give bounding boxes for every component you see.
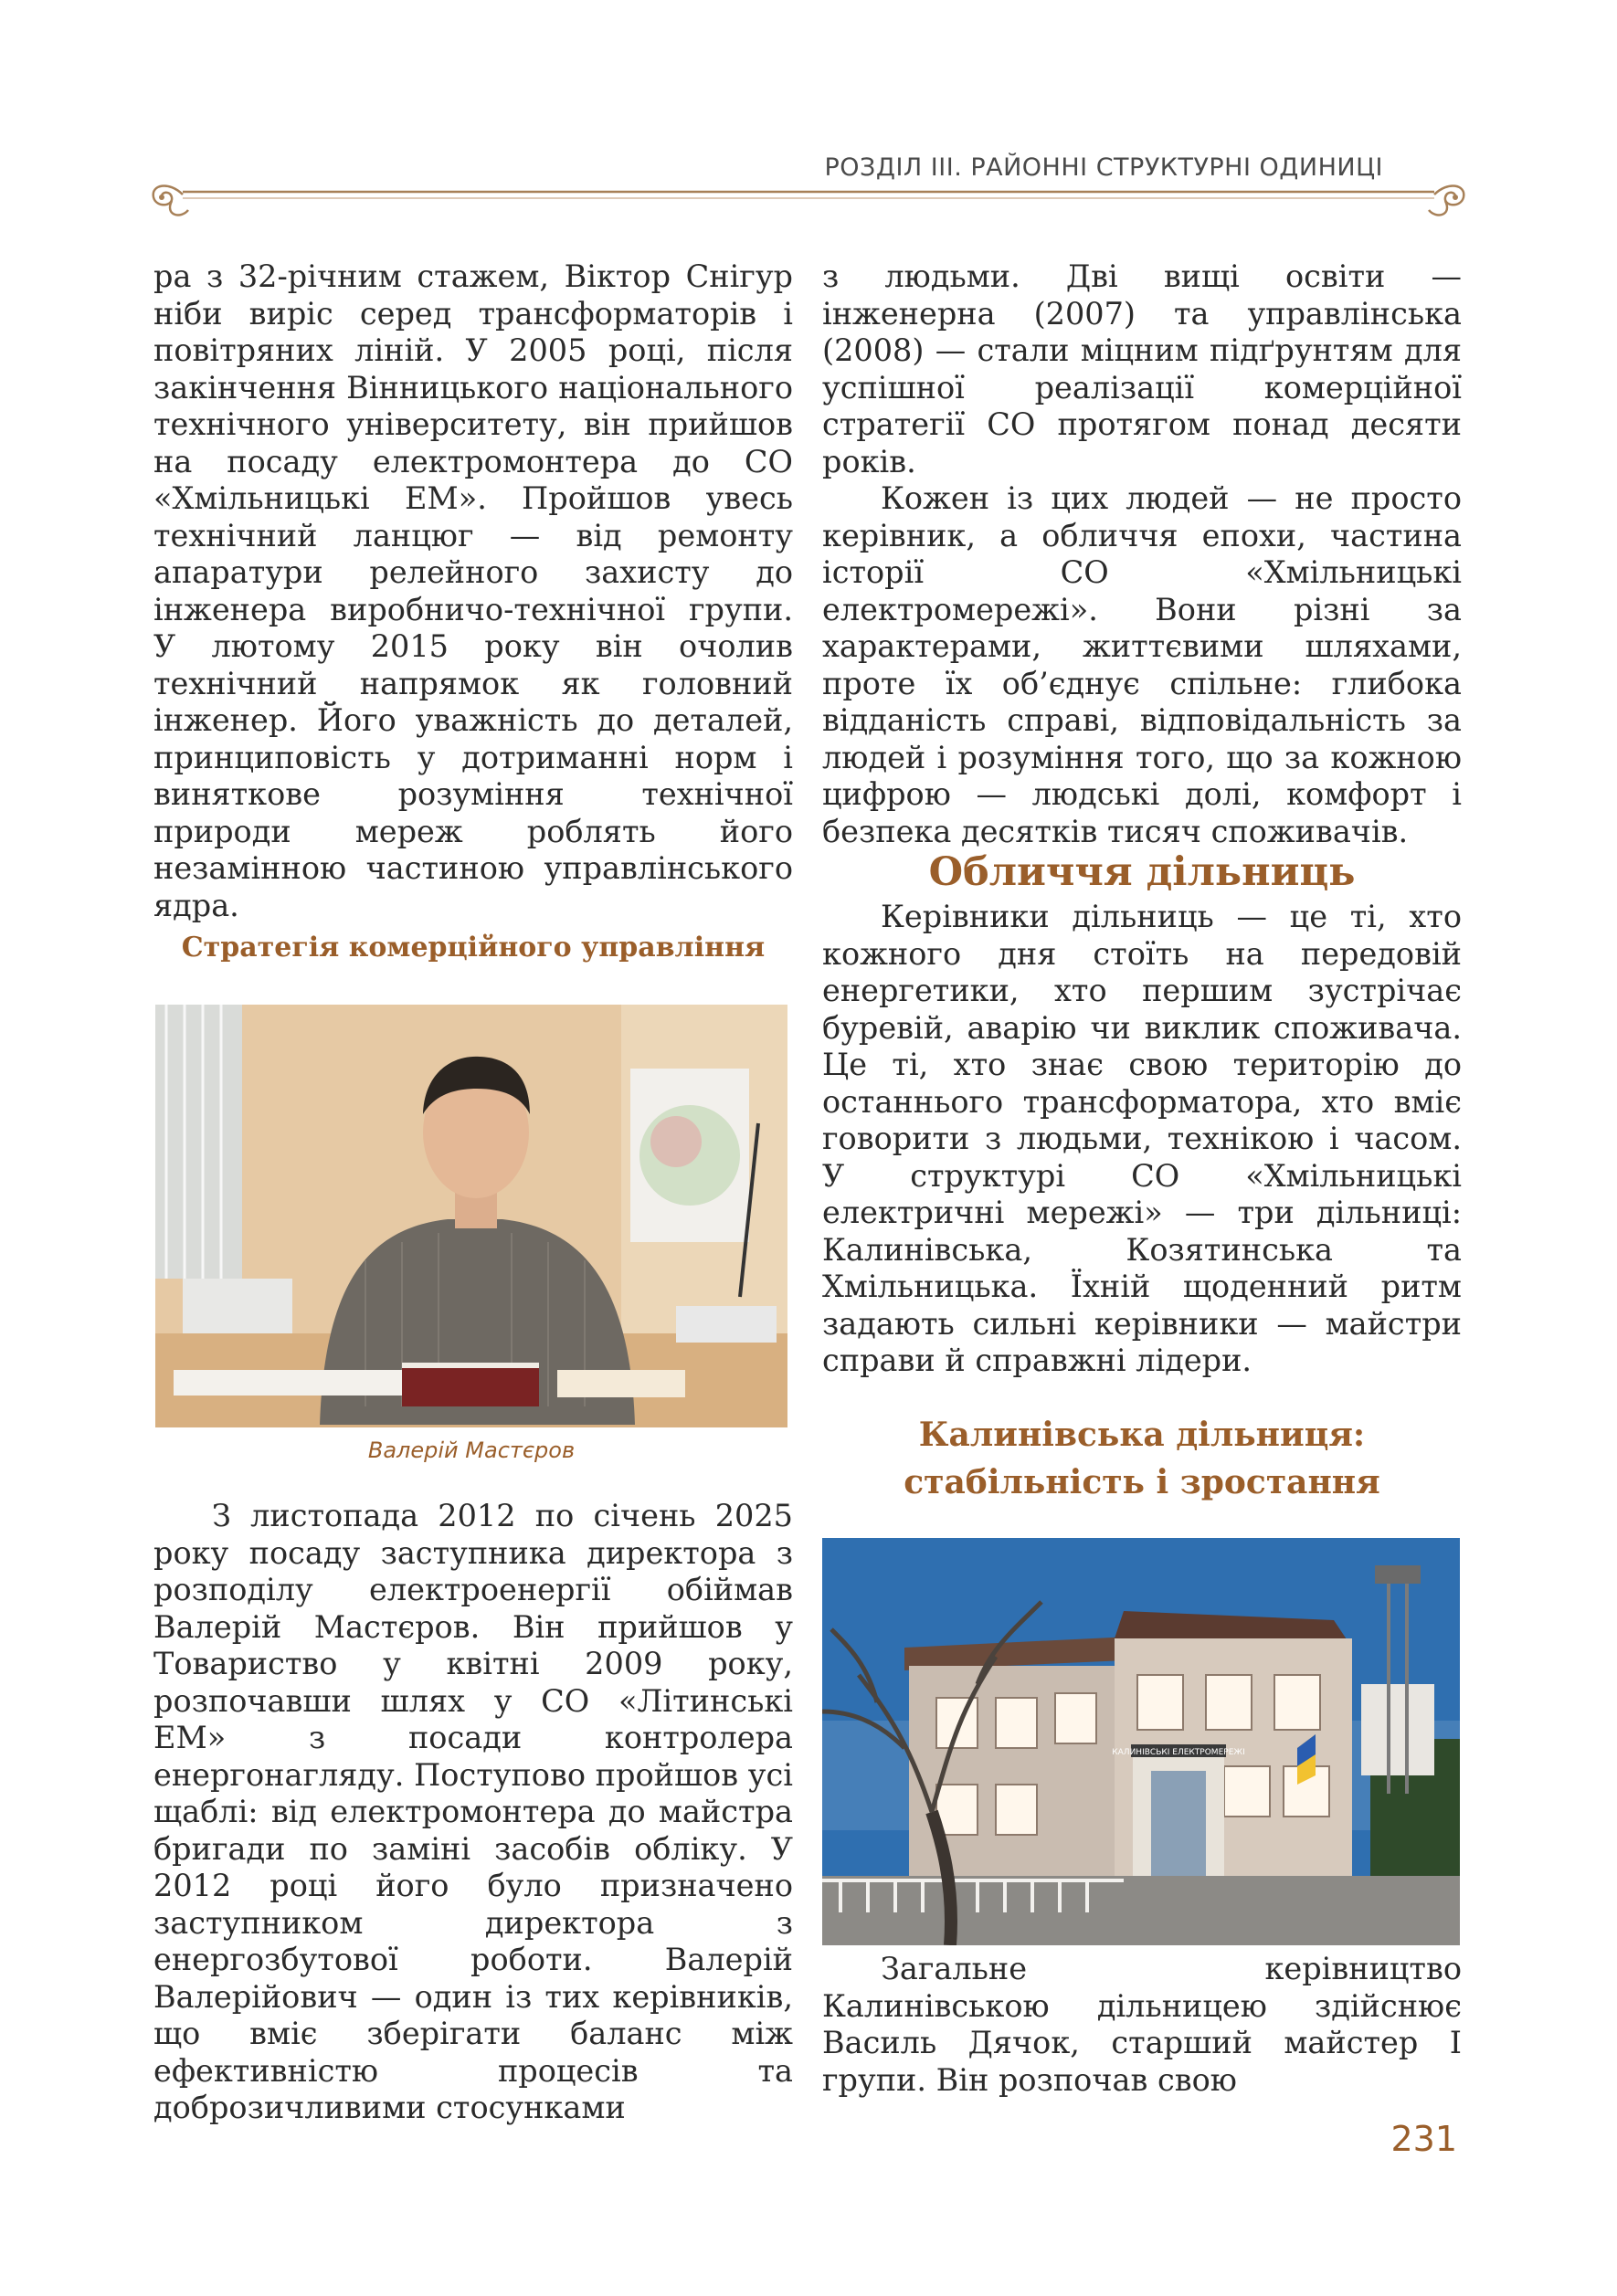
building-sign: КАЛИНІВСЬКІ ЕЛЕКТРОМЕРЕЖІ: [1112, 1748, 1245, 1757]
paragraph: Кожен із цих людей — не просто керівник, а обличчя епохи, частина історії СО «Хмільницькі електромережі». Вони різні за характерами, життєвими шляхами, проте їх об’єднує спільне: глибока відданість справі, відповідальність за людей і розуміння того, що за кожною цифрою — людські долі, комфорт і безпека десятків тисяч споживачів.: [822, 480, 1462, 849]
paragraph: Керівники дільниць — це ті, хто кожного дня стоїть на передовій енергетики, хто першим зустрічає буревій, аварію чи виклик споживача. Це ті, хто знає свою територію до останнього трансформатора, хто вміє говорити з людьми, технікою і часом. У структурі СО «Хмільницькі електричні мережі» — три дільниці: Калинівська, Козятинська та Хмільницька. Їхній щоденний ритм задають сильні керівники — майстри справи й справжні лідери.: [822, 899, 1462, 1378]
paragraph: з людьми. Дві вищі освіти — інженерна (2007) та управлінська (2008) — стали міцним підґрунтям для успішної реалізації комерційної стратегії СО протягом понад десяти років.: [822, 258, 1462, 479]
photo-caption: Валерій Мастєров: [367, 1438, 576, 1463]
heading-district-faces: Обличчя дільниць: [928, 849, 1356, 895]
subheading-commercial-strategy: Стратегія комерційного управління: [181, 932, 766, 964]
right-column-top: [822, 258, 1462, 850]
paragraph: ра з 32-річним стажем, Віктор Снігур ніби виріс серед трансформаторів і повітряних ліній. У 2005 році, після закінчення Вінницького національного технічного університету, він прийшов на посаду електромонтера до СО «Хмільницькі ЕМ». Пройшов увесь технічний ланцюг — від ремонту апаратури релейного захисту до інженера виробничо-технічної групи. У лютому 2015 року він очолив технічний напрямок як головний інженер. Його уважність до деталей, принциповість у дотриманні норм і виняткове розуміння технічної природи мереж роблять його незамінною частиною управлінського ядра.: [153, 258, 793, 923]
paragraph: З листопада 2012 по січень 2025 року посаду заступника директора з розподілу електроенергії обіймав Валерій Мастєров. Він прийшов у Товариство у квітні 2009 року, розпочавши шлях у СО «Літинські ЕМ» з посади контролера енергонагляду. Поступово пройшов усі щаблі: від електромонтера до майстра бригади по заміні засобів обліку. У 2012 році його було призначено заступником директора з енергозбутової роботи. Валерій Валерійович — один із тих керівників, що вміє зберігати баланс між ефективністю процесів та доброзичливими стосунками: [153, 1498, 793, 2125]
left-column-bottom: [153, 1498, 793, 2127]
building-photo: [822, 1538, 1460, 1945]
header-ornament: [146, 174, 1471, 228]
page-number: 231: [1390, 2119, 1457, 2159]
portrait-photo: [155, 1005, 787, 1427]
right-column-bottom: [822, 1951, 1462, 2099]
subheading-line: стабільність і зростання: [904, 1463, 1380, 1501]
section-title: РОЗДІЛ ІІІ. РАЙОННІ СТРУКТУРНІ ОДИНИЦІ: [824, 153, 1383, 182]
paragraph: Загальне керівництво Калинівською дільницею здійснює Василь Дячок, старший майстер I групи. Він розпочав свою: [822, 1951, 1462, 2098]
left-column-top: [153, 258, 793, 924]
subheading-line: Калинівська дільниця:: [918, 1416, 1366, 1454]
right-column-middle: [822, 899, 1462, 1380]
subheading-kalynivka-district: [822, 1411, 1462, 1506]
